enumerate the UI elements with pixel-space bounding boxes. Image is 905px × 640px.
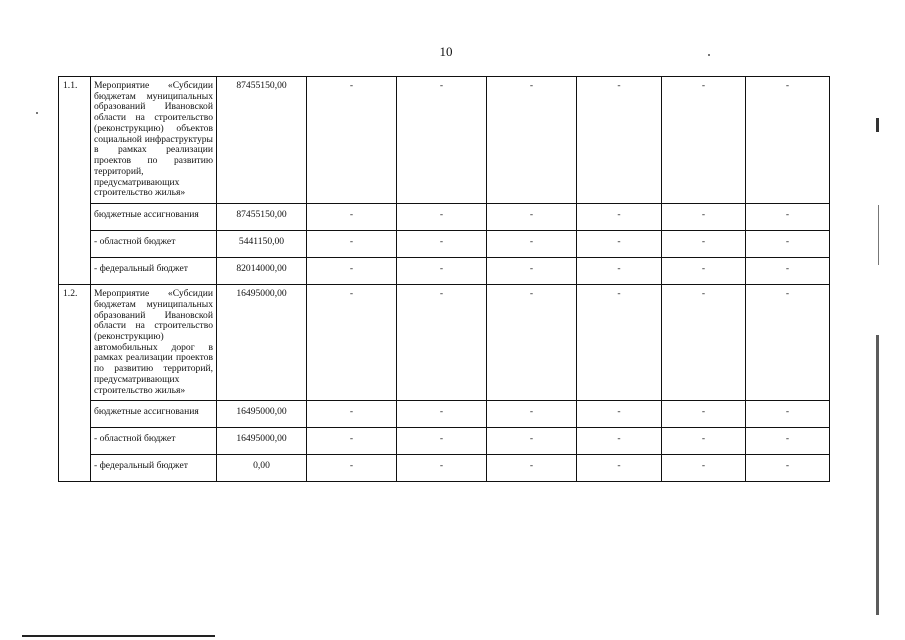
- value-cell: -: [746, 428, 830, 455]
- value-cell: -: [577, 204, 662, 231]
- value-cell: -: [487, 401, 577, 428]
- value-cell: -: [307, 401, 397, 428]
- value-cell: -: [307, 428, 397, 455]
- value-cell: -: [662, 231, 746, 258]
- amount-cell: 0,00: [217, 455, 307, 482]
- amount-cell: 5441150,00: [217, 231, 307, 258]
- value-cell: -: [487, 428, 577, 455]
- row-number: 1.1.: [59, 77, 91, 285]
- value-cell: -: [577, 77, 662, 204]
- value-cell: -: [577, 231, 662, 258]
- bottom-rule: [22, 635, 215, 637]
- value-cell: -: [397, 285, 487, 401]
- row-number: 1.2.: [59, 285, 91, 482]
- value-cell: -: [746, 258, 830, 285]
- subrow-label: - областной бюджет: [91, 231, 217, 258]
- value-cell: -: [577, 285, 662, 401]
- value-cell: -: [662, 285, 746, 401]
- amount-cell: 16495000,00: [217, 401, 307, 428]
- value-cell: -: [307, 455, 397, 482]
- value-cell: -: [662, 455, 746, 482]
- budget-table: [58, 76, 830, 482]
- value-cell: -: [746, 285, 830, 401]
- subrow-label: - областной бюджет: [91, 428, 217, 455]
- amount-cell: 16495000,00: [217, 285, 307, 401]
- value-cell: -: [307, 204, 397, 231]
- table-row: [59, 285, 830, 401]
- value-cell: -: [577, 258, 662, 285]
- measure-description: Мероприятие «Субсидии бюджетам муниципальных образований Ивановской области на строительство (реконструкцию) объектов социальной инфраструктуры в рамках реализации проектов по развитию территорий, предусматривающих строительство жилья»: [91, 77, 217, 204]
- table-subrow: [59, 401, 830, 428]
- value-cell: -: [397, 258, 487, 285]
- table-row: [59, 77, 830, 204]
- value-cell: -: [577, 428, 662, 455]
- table-subrow: [59, 204, 830, 231]
- value-cell: -: [746, 77, 830, 204]
- measure-description: Мероприятие «Субсидии бюджетам муниципальных образований Ивановской области на строительство (реконструкцию) автомобильных дорог в рамках реализации проектов по развитию территорий, предусматривающих строительство жилья»: [91, 285, 217, 401]
- value-cell: -: [487, 455, 577, 482]
- table-subrow: [59, 231, 830, 258]
- value-cell: -: [487, 231, 577, 258]
- value-cell: -: [746, 401, 830, 428]
- value-cell: -: [662, 401, 746, 428]
- scan-artifact: [878, 205, 879, 265]
- value-cell: -: [577, 401, 662, 428]
- table-subrow: [59, 428, 830, 455]
- value-cell: -: [662, 204, 746, 231]
- scan-artifact: [708, 54, 710, 56]
- value-cell: -: [746, 204, 830, 231]
- value-cell: -: [307, 258, 397, 285]
- value-cell: -: [397, 231, 487, 258]
- value-cell: -: [487, 77, 577, 204]
- amount-cell: 82014000,00: [217, 258, 307, 285]
- value-cell: -: [577, 455, 662, 482]
- value-cell: -: [487, 204, 577, 231]
- value-cell: -: [746, 231, 830, 258]
- value-cell: -: [307, 231, 397, 258]
- value-cell: -: [397, 428, 487, 455]
- value-cell: -: [397, 204, 487, 231]
- value-cell: -: [487, 258, 577, 285]
- scan-artifact: [876, 335, 879, 615]
- table-subrow: [59, 258, 830, 285]
- value-cell: -: [746, 455, 830, 482]
- amount-cell: 16495000,00: [217, 428, 307, 455]
- amount-cell: 87455150,00: [217, 77, 307, 204]
- subrow-label: - федеральный бюджет: [91, 258, 217, 285]
- page-number: 10: [439, 44, 453, 59]
- value-cell: -: [662, 428, 746, 455]
- value-cell: -: [397, 77, 487, 204]
- subrow-label: бюджетные ассигнования: [91, 401, 217, 428]
- table-subrow: [59, 455, 830, 482]
- value-cell: -: [662, 258, 746, 285]
- value-cell: -: [307, 285, 397, 401]
- scan-artifact: [36, 112, 38, 114]
- value-cell: -: [397, 401, 487, 428]
- subrow-label: - федеральный бюджет: [91, 455, 217, 482]
- subrow-label: бюджетные ассигнования: [91, 204, 217, 231]
- value-cell: -: [662, 77, 746, 204]
- scan-artifact: [876, 118, 879, 132]
- value-cell: -: [487, 285, 577, 401]
- amount-cell: 87455150,00: [217, 204, 307, 231]
- value-cell: -: [397, 455, 487, 482]
- value-cell: -: [307, 77, 397, 204]
